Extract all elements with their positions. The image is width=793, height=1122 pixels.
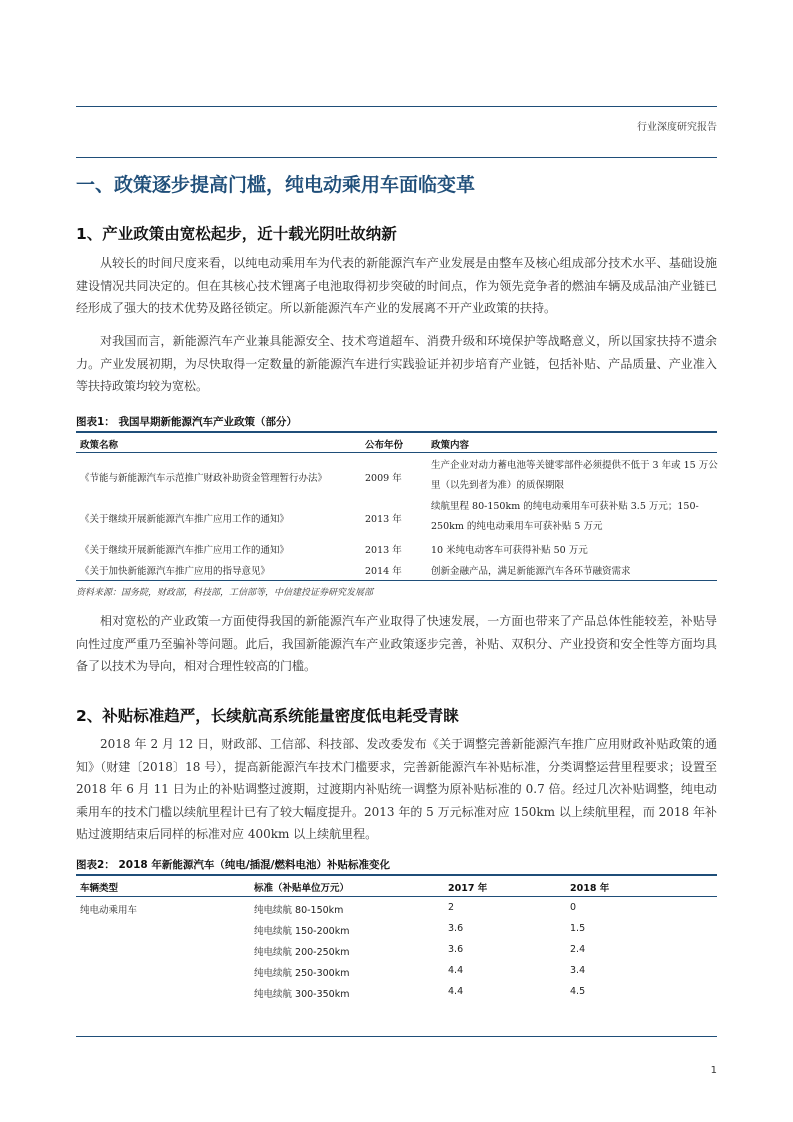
- paragraph-1: 从较长的时间尺度来看，以纯电动乘用车为代表的新能源汽车产业发展是由整车及核心组成部分技术水平、基础设施建设情况共同决定的。但在其核心技术锂离子电池取得初步突破的时间点，作为领先竞争者的燃油车辆及成品油产业链已经形成了强大的技术优势及路径锁定。所以新能源汽车产业的发展离不开产业政策的扶持。: [76, 256, 717, 315]
- subsidy-2018: 1.5: [570, 923, 586, 934]
- subsection-title-1: 1、产业政策由宽松起步，近十载光阴吐故纳新: [76, 225, 397, 243]
- policy-year: 2013 年: [365, 514, 402, 525]
- footer-rule: [76, 1036, 717, 1037]
- page-number: 1: [710, 1065, 717, 1076]
- figure2-header-rule: [76, 896, 717, 897]
- subsidy-2018: 2.4: [570, 944, 586, 955]
- figure1-header-content: 政策内容: [431, 440, 470, 451]
- policy-year: 2014 年: [365, 566, 402, 577]
- figure2-title: 图表2： 2018 年新能源汽车（纯电/插混/燃料电池）补贴标准变化: [76, 859, 391, 871]
- subsidy-standard: 纯电续航 200-250km: [254, 947, 350, 958]
- report-type-label: 行业深度研究报告: [637, 122, 717, 133]
- paragraph-3: 相对宽松的产业政策一方面使得我国的新能源汽车产业取得了快速发展，一方面也带来了产品总体性能较差，补贴导向性过度严重乃至骗补等问题。此后，我国新能源汽车产业政策逐步完善，补贴、双积分、产业投资和安全性等方面均具备了以技术为导向，相对合理性较高的门槛。: [76, 614, 717, 673]
- subsidy-2017: 2: [448, 902, 455, 913]
- paragraph-4: 2018 年 2 月 12 日，财政部、工信部、科技部、发改委发布《关于调整完善新能源汽车推广应用财政补贴政策的通知》（财建〔2018〕18 号），提高新能源汽车技术门槛要求，完善新能源汽车补贴标准，分类调整运营里程要求；设置至 2018 年 6 月 11 日为止的补贴调整过渡期，过渡期内补贴统一调整为原补贴标准的 0.7 倍。经过几次补贴调整，纯电动乘用车的技术门槛以续航里程计已有了较大幅度提升。2013 年的 5 万元标准对应 150km 以上续航里程，而 2018 年补贴过渡期结束后同样的标准对应 400km 以上续航里程。: [76, 737, 717, 841]
- policy-content: 续航里程 80-150km 的纯电动乘用车可获补贴 3.5 万元；150-250km 的纯电动乘用车可获补贴 5 万元: [431, 501, 699, 532]
- section-title: 一、政策逐步提高门槛，纯电动乘用车面临变革: [76, 174, 476, 196]
- subsidy-standard: 纯电续航 250-300km: [254, 968, 350, 979]
- policy-content: 创新金融产品，满足新能源汽车各环节融资需求: [431, 566, 631, 577]
- vehicle-type: 纯电动乘用车: [80, 905, 138, 916]
- figure1-header-name: 政策名称: [80, 440, 119, 451]
- subsidy-2017: 3.6: [448, 944, 464, 955]
- subsidy-2018: 3.4: [570, 965, 586, 976]
- figure1-bottom-rule: [76, 580, 717, 581]
- figure2-header-vehicle: 车辆类型: [80, 883, 119, 894]
- figure1-header-rule: [76, 452, 717, 453]
- policy-name: 《节能与新能源汽车示范推广财政补助资金管理暂行办法》: [80, 473, 328, 484]
- policy-name: 《关于继续开展新能源汽车推广应用工作的通知》: [80, 514, 290, 525]
- subsidy-2018: 0: [570, 902, 577, 913]
- subsidy-2018: 4.5: [570, 986, 586, 997]
- figure1-top-rule: [76, 431, 717, 433]
- header-top-rule: [76, 106, 717, 107]
- policy-year: 2013 年: [365, 545, 402, 556]
- policy-content: 生产企业对动力蓄电池等关键零部件必须提供不低于 3 年或 15 万公里（以先到者为准）的质保期限: [431, 460, 718, 491]
- figure2-header-standard: 标准（补贴单位万元）: [254, 883, 350, 894]
- policy-content: 10 米纯电动客车可获得补贴 50 万元: [431, 545, 588, 556]
- subsidy-standard: 纯电续航 300-350km: [254, 989, 350, 1000]
- policy-name: 《关于继续开展新能源汽车推广应用工作的通知》: [80, 545, 290, 556]
- header-bottom-rule: [76, 157, 717, 158]
- subsidy-2017: 3.6: [448, 923, 464, 934]
- subsidy-2017: 4.4: [448, 986, 464, 997]
- subsidy-standard: 纯电续航 150-200km: [254, 926, 350, 937]
- figure2-top-rule: [76, 874, 717, 876]
- paragraph-2: 对我国而言，新能源汽车产业兼具能源安全、技术弯道超车、消费升级和环境保护等战略意义，所以国家扶持不遗余力。产业发展初期，为尽快取得一定数量的新能源汽车进行实践验证并初步培育产业链，包括补贴、产品质量、产业准入等扶持政策均较为宽松。: [76, 334, 717, 393]
- figure1-header-year: 公布年份: [365, 440, 404, 451]
- policy-year: 2009 年: [365, 473, 402, 484]
- figure2-header-2017: 2017 年: [448, 883, 488, 894]
- figure1-title: 图表1： 我国早期新能源汽车产业政策（部分）: [76, 416, 297, 428]
- policy-name: 《关于加快新能源汽车推广应用的指导意见》: [80, 566, 271, 577]
- figure2-header-2018: 2018 年: [570, 883, 610, 894]
- subsection-title-2: 2、补贴标准趋严，长续航高系统能量密度低电耗受青睐: [76, 707, 459, 725]
- subsidy-standard: 纯电续航 80-150km: [254, 905, 344, 916]
- subsidy-2017: 4.4: [448, 965, 464, 976]
- figure1-source: 资料来源：国务院，财政部，科技部，工信部等，中信建投证券研究发展部: [76, 588, 374, 598]
